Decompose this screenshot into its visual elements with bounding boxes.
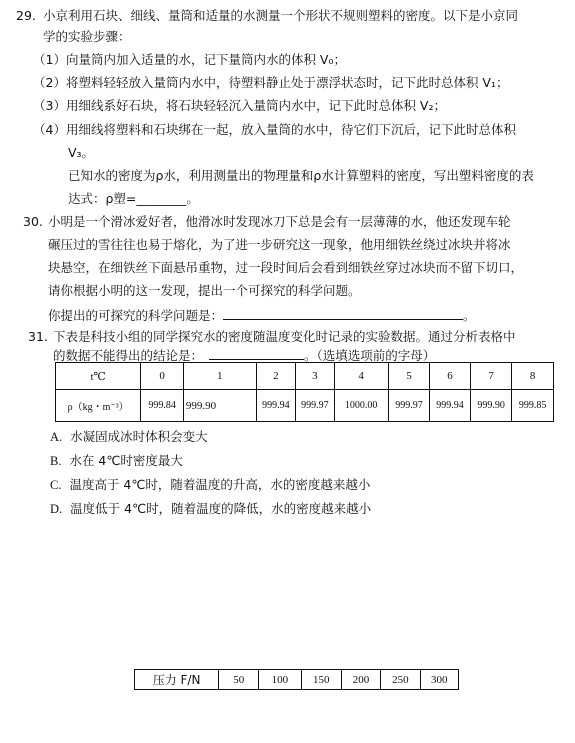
pressure-cell: 150 (301, 670, 341, 690)
q31-option-c[interactable] (50, 477, 370, 493)
q31-density-cell: 999.97 (296, 390, 334, 422)
pressure-header: 压力 F/N (135, 670, 219, 690)
q31-line1: 下表是科技小组的同学探究水的密度随温度变化时记录的实验数据。通过分析表格中 (53, 329, 516, 344)
q29-step4-line2: V₃。 (68, 145, 95, 160)
q31-temp-row (56, 363, 554, 390)
q29-step2: （2）将塑料轻轻放入量筒内水中，待塑料静止处于漂浮状态时，记下此时总体积 V₁； (33, 75, 509, 90)
option-text: 水在 4℃时密度最大 (69, 453, 183, 468)
q29-number: 29. (16, 8, 36, 23)
q31-option-a[interactable] (50, 429, 208, 445)
q31-number: 31. (28, 329, 48, 344)
q31-density-cell: 999.94 (256, 390, 296, 422)
q31-density-cell: 999.85 (512, 390, 554, 422)
q31-temp-cell: 4 (334, 363, 388, 390)
q30-line3: 块悬空，在细铁丝下面悬吊重物，过一段时间后会看到细铁丝穿过冰块而不留下切口， (48, 260, 524, 275)
q31-density-cell: 999.90 (183, 390, 256, 422)
q30-prompt: 你提出的可探究的科学问题是： (48, 308, 224, 323)
q31-answer-blank[interactable] (209, 347, 304, 360)
pressure-cell: 100 (259, 670, 301, 690)
q30-line4: 请你根据小明的这一发现，提出一个可探究的科学问题。 (48, 283, 361, 298)
q31-temp-header: t℃ (56, 363, 141, 390)
pressure-cell: 300 (420, 670, 458, 690)
q31-temp-cell: 8 (512, 363, 554, 390)
q31-density-header: ρ（kg・m⁻³） (56, 390, 141, 422)
q31-temp-cell: 7 (470, 363, 512, 390)
q31-density-cell: 999.90 (470, 390, 512, 422)
option-letter: D. (50, 502, 63, 516)
q31-density-cell: 999.97 (388, 390, 430, 422)
q30-line2: 碾压过的雪往往也易于熔化，为了进一步研究这一现象，他用细铁丝绕过冰块并将冰 (48, 237, 511, 252)
option-letter: B. (50, 454, 62, 468)
option-text: 温度低于 4℃时，随着温度的降低，水的密度越来越小 (70, 501, 372, 516)
q31-density-row (56, 390, 554, 422)
q30-prompt-line (48, 307, 476, 324)
q31-temp-cell: 6 (430, 363, 471, 390)
option-letter: A. (50, 430, 63, 444)
q29-step4-line1: （4）用细线将塑料和石块绑在一起，放入量筒的水中，待它们下沉后，记下此时总体积 (33, 122, 516, 137)
q31-option-d[interactable] (50, 501, 371, 517)
q31-temp-cell: 0 (141, 363, 184, 390)
option-text: 温度高于 4℃时，随着温度的升高，水的密度越来越小 (69, 477, 371, 492)
pressure-cell: 50 (219, 670, 259, 690)
q29-intro-line1: 小京利用石块、细线、量筒和适量的水测量一个形状不规则塑料的密度。以下是小京同 (43, 8, 519, 23)
q30-prompt-end: 。 (463, 308, 476, 323)
q30-answer-blank[interactable] (223, 307, 463, 320)
pressure-table (134, 669, 459, 690)
q29-intro-line2: 学的实验步骤： (43, 29, 131, 44)
q31-line2-end: 。（选填选项前的字母） (304, 348, 436, 363)
pressure-cell: 200 (341, 670, 380, 690)
q29-known-line1: 已知水的密度为ρ水，利用测量出的物理量和ρ水计算塑料的密度，写出塑料密度的表 (68, 168, 534, 183)
q31-temp-cell: 2 (256, 363, 296, 390)
q31-data-table (55, 362, 554, 422)
q31-density-cell: 999.94 (430, 390, 471, 422)
q31-density-cell: 1000.00 (334, 390, 388, 422)
q30-line1: 小明是一个滑冰爱好者，他滑冰时发现冰刀下总是会有一层薄薄的水，他还发现车轮 (48, 214, 511, 229)
q31-temp-cell: 5 (388, 363, 430, 390)
pressure-row (135, 670, 459, 690)
q31-line2-text: 的数据不能得出的结论是： (53, 348, 204, 363)
option-letter: C. (50, 478, 62, 492)
pressure-cell: 250 (381, 670, 420, 690)
q31-option-b[interactable] (50, 453, 183, 469)
q29-known-line2: 达式：ρ塑=________。 (68, 191, 199, 206)
q31-temp-cell: 3 (296, 363, 334, 390)
q30-number: 30. (23, 214, 43, 229)
q29-step3: （3）用细线系好石块，将石块轻轻沉入量筒内水中，记下此时总体积 V₂； (33, 98, 446, 113)
option-text: 水凝固成冰时体积会变大 (70, 429, 208, 444)
q29-step1: （1）向量筒内加入适量的水，记下量筒内水的体积 V₀； (33, 52, 346, 67)
q31-density-cell: 999.84 (141, 390, 184, 422)
q31-temp-cell: 1 (183, 363, 256, 390)
